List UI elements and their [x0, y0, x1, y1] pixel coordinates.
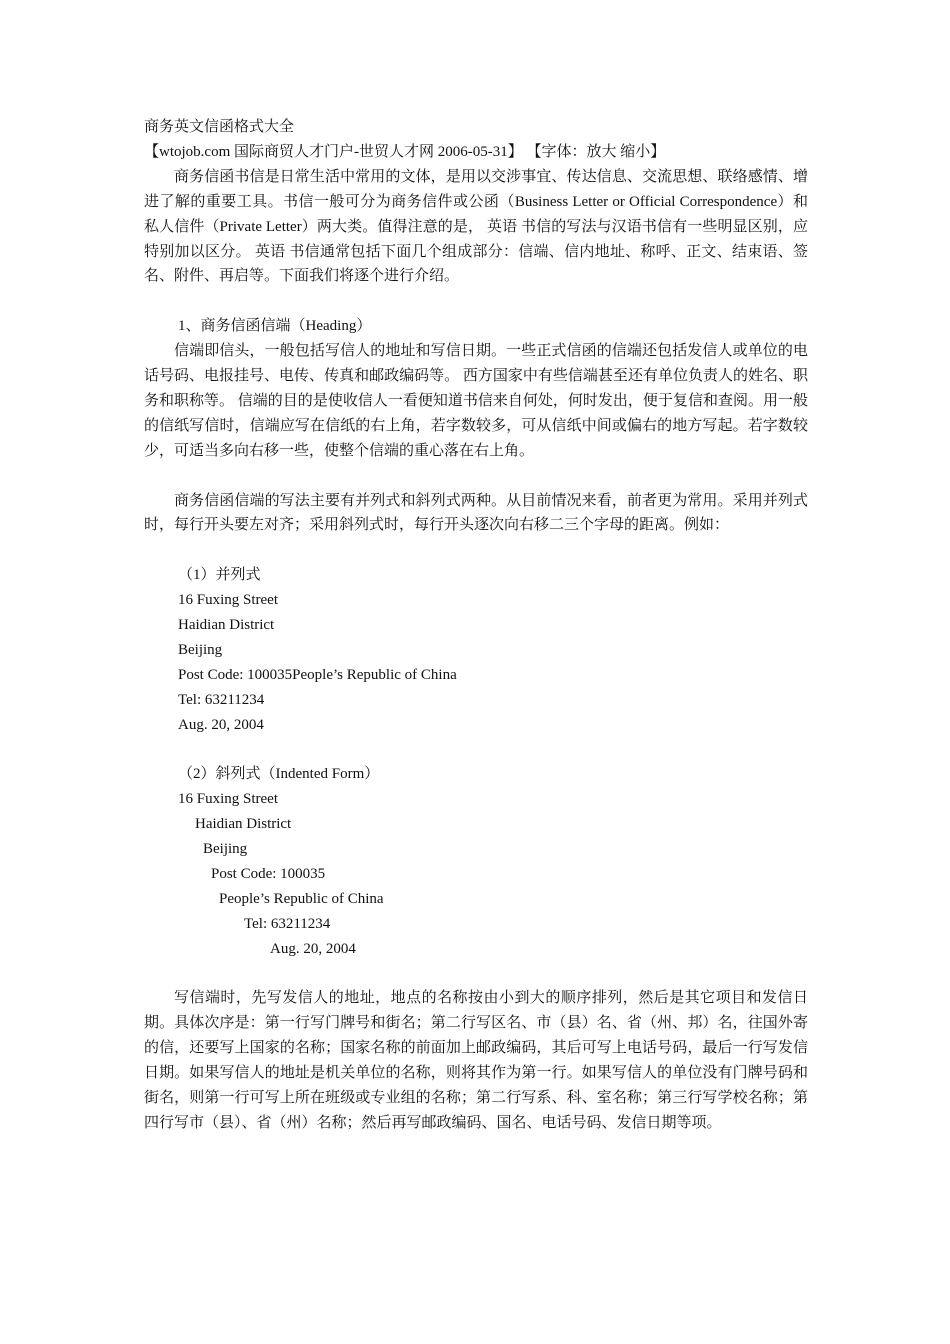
document-title: 商务英文信函格式大全 [144, 119, 295, 135]
address-line: Post Code: 100035People’s Republic of China [178, 666, 457, 683]
address-line: Beijing [178, 641, 223, 658]
heading-paragraph-1: 信端即信头，一般包括写信人的地址和写信日期。一些正式信函的信端还包括发信人或单位的电话号码、电报挂号、电传、传真和邮政编码等。 西方国家中有些信端甚至还有单位负责人的姓名、职务和职称等。 信端的目的是使收信人一看便知道书信来自何处，何时发出，便于复信和查阅。用一般的信纸写信时，信端应写在信纸的右上角，若字数较多，可从信纸中间或偏右的地方写起。若字数较少，可适当多向右移一些，使整个信端的重心落在右上角。 [144, 343, 808, 459]
document-page [144, 115, 808, 1136]
address-line: Tel: 63211234 [178, 691, 265, 708]
address-line: 16 Fuxing Street [178, 791, 278, 808]
address-line: Tel: 63211234 [244, 915, 331, 932]
address-line: Aug. 20, 2004 [178, 716, 264, 733]
address-line: Haidian District [178, 617, 275, 633]
intro-paragraph: 商务信函书信是日常生活中常用的文体，是用以交涉事宜、传达信息、交流思想、联络感情、增进了解的重要工具。书信一般可分为商务信件或公函（Business Letter or Official Correspondence）和私人信件（Private Letter）两大类。值得注意的是， 英语 书信的写法与汉语书信有一些明显区别，应特别加以区分。 英语 书信通常包括下面几个组成部分：信端、信内地址、称呼、正文、结束语、签名、附件、再启等。下面我们将逐个进行介绍。 [144, 168, 808, 285]
spacer [144, 737, 808, 762]
address-line: Beijing [203, 841, 248, 858]
heading-paragraph-2: 商务信函信端的写法主要有并列式和斜列式两种。从目前情况来看，前者更为常用。采用并列式时，每行开头要左对齐；采用斜列式时，每行开头逐次向右移二三个字母的距离。例如： [144, 492, 808, 534]
address-line: 16 Fuxing Street [178, 592, 278, 609]
section-heading: 1、商务信函信端（Heading） [178, 318, 372, 335]
spacer [144, 464, 808, 489]
address-line: Haidian District [195, 816, 292, 833]
address-line: Aug. 20, 2004 [270, 940, 356, 957]
spacer [144, 289, 808, 314]
spacer [144, 538, 808, 563]
example-1-label: （1）并列式 [178, 567, 261, 584]
example-2-label: （2）斜列式（Indented Form） [178, 766, 380, 783]
source-line: 【wtojob.com 国际商贸人才门户-世贸人才网 2006-05-31】 【字体：放大 缩小】 [144, 143, 666, 160]
spacer [144, 961, 808, 986]
address-line: Post Code: 100035 [211, 865, 326, 882]
closing-paragraph: 写信端时，先写发信人的地址，地点的名称按由小到大的顺序排列，然后是其它项目和发信日期。具体次序是：第一行写门牌号和街名；第二行写区名、市（县）名、省（州、邦）名，往国外寄的信，还要写上国家的名称；国家名称的前面加上邮政编码，其后可写上电话号码，最后一行写发信日期。如果写信人的地址是机关单位的名称，则将其作为第一行。如果写信人的单位没有门牌号码和街名，则第一行可写上所在班级或专业组的名称；第二行写系、科、室名称；第三行写学校名称；第四行写市（县）、省（州）名称；然后再写邮政编码、国名、电话号码、发信日期等项。 [144, 990, 808, 1131]
address-line: People’s Republic of China [219, 890, 384, 907]
